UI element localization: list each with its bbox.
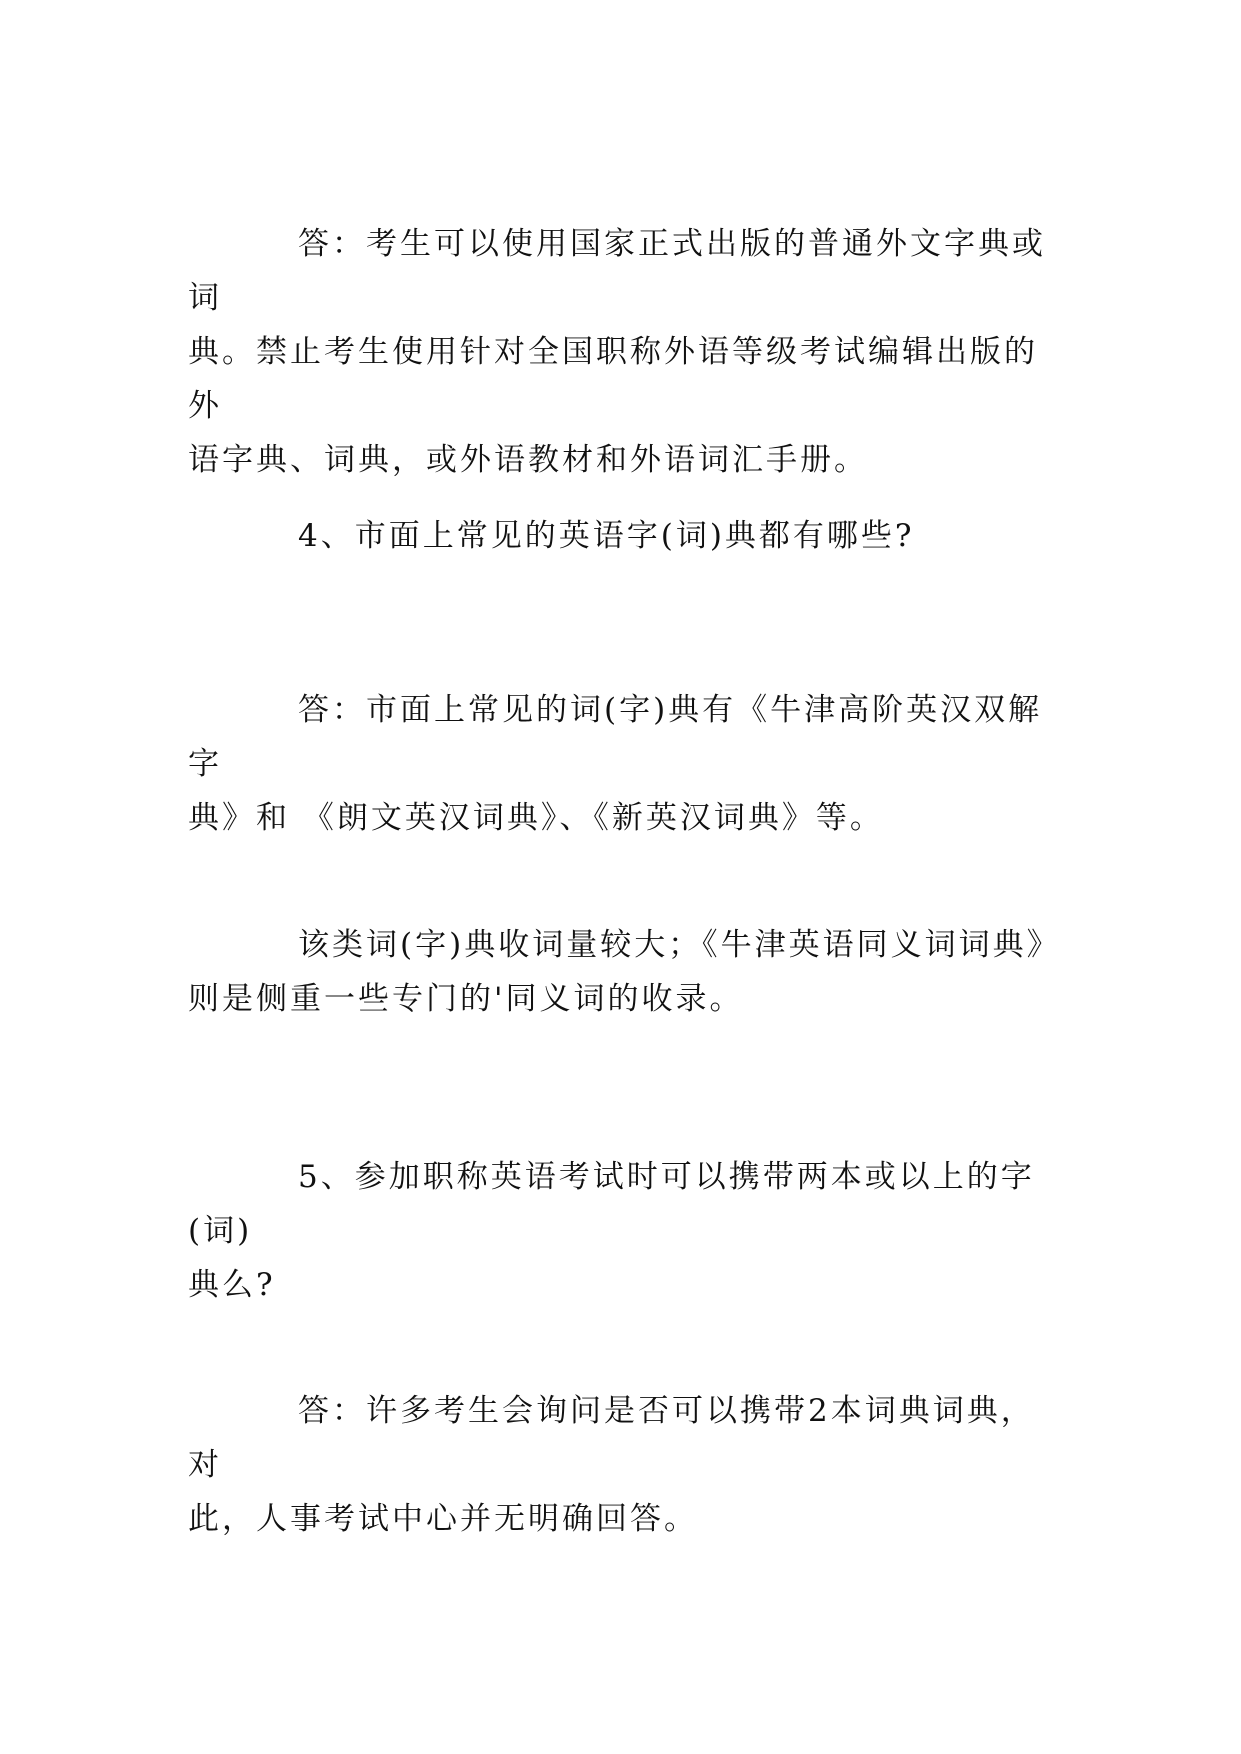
paragraph-line: 典么? [188,1267,276,1303]
paragraph-line: 5、参加职称英语考试时可以携带两本或以上的字(词) [188,1159,1035,1249]
paragraph-line: 典。禁止考生使用针对全国职称外语等级考试编辑出版的外 [188,334,1038,424]
paragraph-line: 该类词(字)典收词量较大；《牛津英语同义词词典》 [298,927,1061,963]
paragraph-line: 4、市面上常见的英语字(词)典都有哪些? [298,518,915,554]
answer-paragraph-4 [188,683,1058,845]
answer-paragraph-3 [188,217,1058,487]
paragraph-line: 则是侧重一些专门的'同义词的收录。 [188,981,744,1017]
answer-paragraph-4-continued [188,918,1061,1026]
paragraph-line: 答：市面上常见的词(字)典有《牛津高阶英汉双解字 [188,692,1043,782]
paragraph-line: 典》和 《朗文英汉词典》、《新英汉词典》等。 [188,800,884,836]
paragraph-line: 答：许多考生会询问是否可以携带2本词典词典，对 [188,1393,1035,1483]
paragraph-line: 答：考生可以使用国家正式出版的普通外文字典或词 [188,226,1046,316]
paragraph-line: 此，人事考试中心并无明确回答。 [188,1501,698,1537]
question-paragraph-5 [188,1150,1058,1312]
paragraph-line: 语字典、词典，或外语教材和外语词汇手册。 [188,442,868,478]
answer-paragraph-5 [188,1384,1058,1546]
question-paragraph-4 [188,509,1058,563]
